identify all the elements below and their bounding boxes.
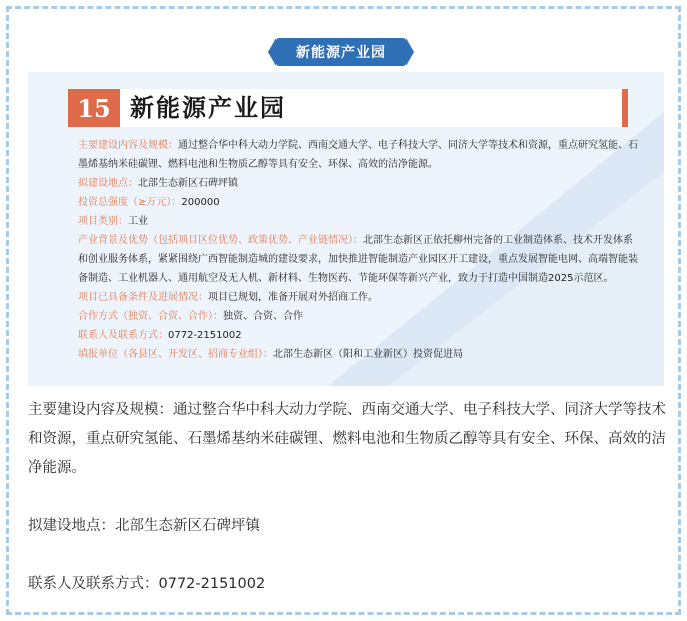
article-paragraph: 主要建设内容及规模：通过整合华中科大动力学院、西南交通大学、电子科技大学、同济大学等技术和资源，重点研究氢能、石墨烯基纳米硅碳锂、燃料电池和生物质乙醇等具有安全、环保、高效的洁净能源。 [28,402,666,476]
detail-item [78,174,638,193]
detail-label: 填报单位（各县区、开发区、招商专业组）： [78,349,273,360]
detail-value: 北部生态新区（阳和工业新区）投资促进局 [273,349,463,360]
detail-item [78,193,638,212]
detail-value: 工业 [128,216,148,227]
detail-label: 产业背景及优势（包括项目区位优势、政策优势、产业链情况）： [78,235,363,246]
card-details [78,136,638,364]
article-body [28,396,668,621]
detail-item [78,345,638,364]
detail-label: 拟建设地点： [78,178,138,189]
detail-label: 投资总强度（≥万元）： [78,197,182,208]
detail-value: 北部生态新区正依托柳州完备的工业制造体系、技术开发体系和创业服务体系，紧紧围绕广西智能制造城的建设要求，加快推进智能制造产业园区开工建设，重点发展智能电网、高端智能装备制造、工业机器人、通用航空及无人机、新材料、生物医药、节能环保等新兴产业，致力于打造中国制造2025示范区。 [78,235,638,284]
detail-value: 北部生态新区石碑坪镇 [138,178,238,189]
detail-label: 合作方式（独资、合资、合作）： [78,311,223,322]
detail-value: 通过整合华中科大动力学院、西南交通大学、电子科技大学、同济大学等技术和资源，重点研究氢能、石墨烯基纳米硅碳锂、燃料电池和生物质乙醇等具有安全、环保、高效的洁净能源。 [78,140,638,170]
section-banner [276,38,406,66]
article-paragraph: 联系人及联系方式：0772-2151002 [28,576,266,592]
detail-item [78,136,638,174]
detail-value: 0772-2151002 [168,330,242,341]
detail-item [78,212,638,231]
project-title: 新能源产业园 [130,93,286,122]
detail-item [78,231,638,288]
detail-item [78,288,638,307]
detail-label: 项目类别： [78,216,128,227]
detail-item [78,307,638,326]
detail-value: 200000 [181,197,220,208]
article-paragraph: 拟建设地点：北部生态新区石碑坪镇 [28,518,260,534]
section-banner-title: 新能源产业园 [296,45,386,61]
detail-label: 主要建设内容及规模： [78,140,178,151]
detail-value: 独资、合资、合作 [223,311,303,322]
project-card [28,72,664,386]
detail-value: 项目已规划，准备开展对外招商工作。 [208,292,378,303]
detail-label: 联系人及联系方式： [78,330,168,341]
detail-item [78,326,638,345]
detail-label: 项目已具备条件及进展情况： [78,292,208,303]
project-number: 15 [68,89,120,127]
card-header [68,89,628,127]
